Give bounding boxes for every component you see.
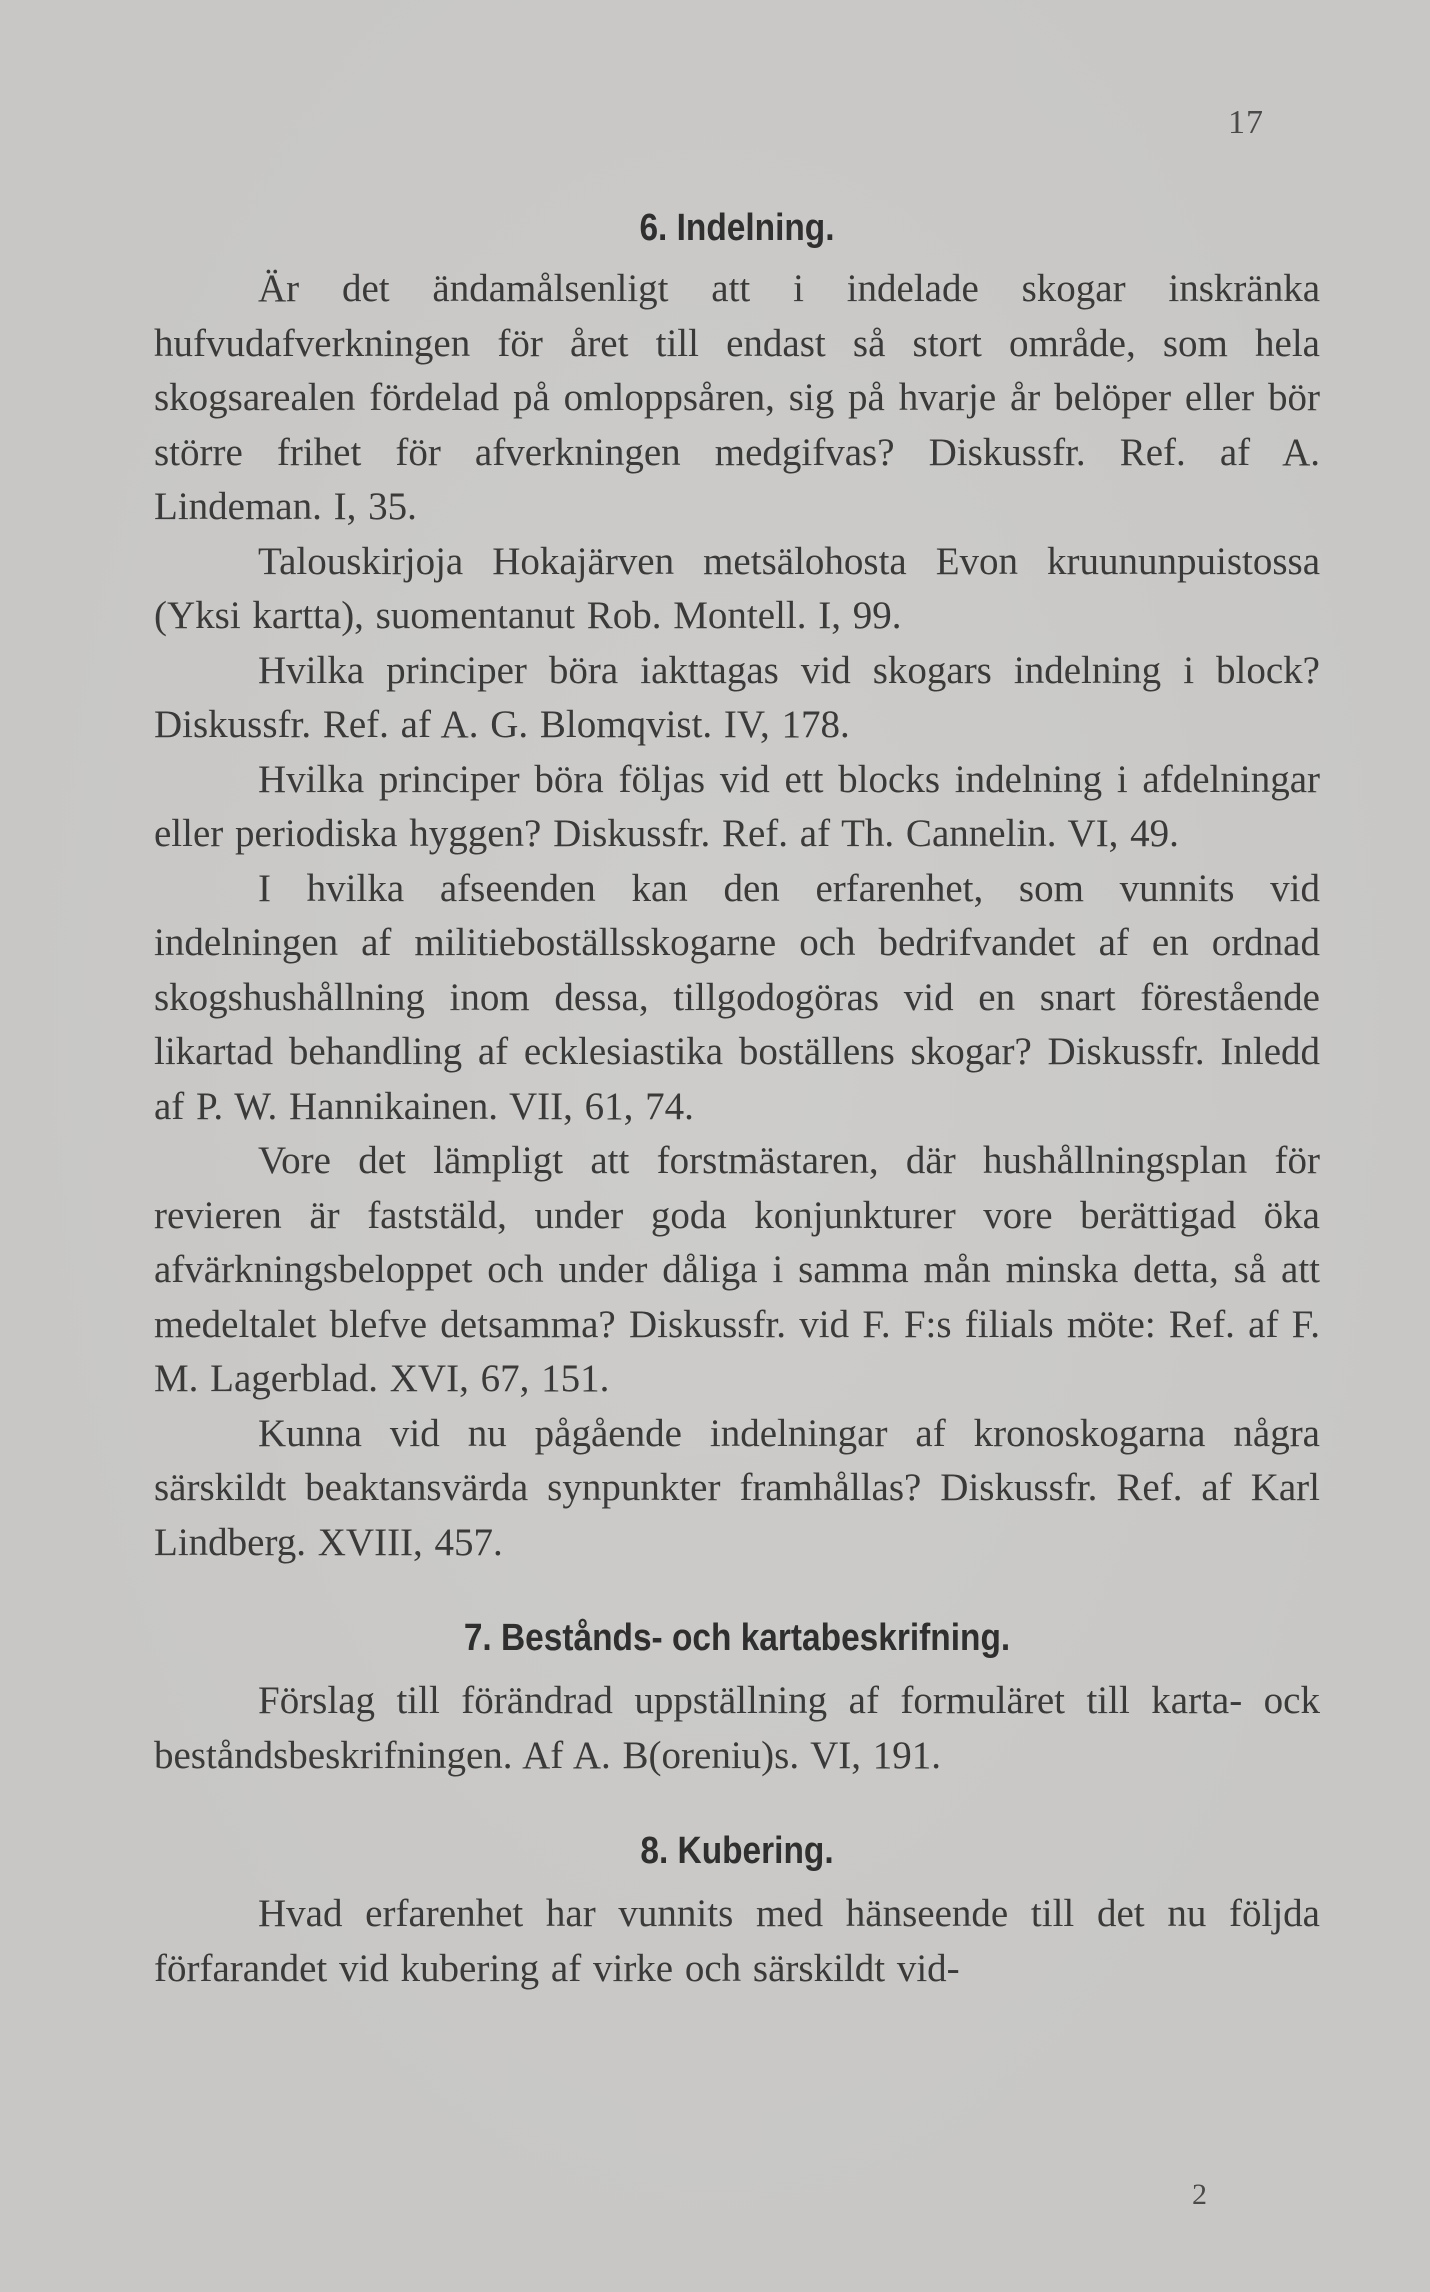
page-content [154,200,1320,1996]
paragraph: Hvad erfarenhet har vunnits med hänseende till det nu följda förfarandet vid kubering af virke och särskildt vid- [154,1892,1320,1990]
section-heading-bestands-och-kartabeskrifning: 7. Bestånds- och kartabeskrifning. [463,1617,1011,1659]
signature-mark: 2 [1192,2178,1207,2211]
page-number: 17 [1228,104,1264,141]
paragraph: I hvilka afseenden kan den erfarenhet, som vunnits vid indelningen af militieboställsskogarne och bedrifvandet af en ordnad skogshushållning inom dessa, tillgodogöras vid en snart förestående likartad behandling af ecklesiastika boställens skogar? Diskussfr. Inledd af P. W. Hannikainen. VII, 61, 74. [154,866,1320,1128]
paragraph: Kunna vid nu pågående indelningar af kronoskogarna några särskildt beaktansvärda synpunkter framhållas? Diskussfr. Ref. af Karl Lindberg. XVIII, 457. [154,1411,1320,1564]
section-heading-kubering: 8. Kubering. [640,1830,834,1872]
section-heading-indelning: 6. Indelning. [639,207,835,249]
paragraph: Vore det lämpligt att forstmästaren, där hushållningsplan för revieren är faststäld, under goda konjunkturer vore berättigad öka afvärkningsbeloppet och under dåliga i samma mån minska detta, så att medeltalet blefve detsamma? Diskussfr. vid F. F:s filials möte: Ref. af F. M. Lagerblad. XVI, 67, 151. [154,1139,1320,1400]
paragraph: Hvilka principer böra iakttagas vid skogars indelning i block? Diskussfr. Ref. af A. G. Blomqvist. IV, 178. [154,648,1320,746]
paragraph: Förslag till förändrad uppställning af formuläret till karta- ock beståndsbeskrifningen. Af A. B(oreniu)s. VI, 191. [154,1679,1320,1777]
paragraph: Är det ändamålsenligt att i indelade skogar inskränka hufvudafverkningen för året till endast så stort område, som hela skogsarealen fördelad på omloppsåren, sig på hvarje år belöper eller bör större frihet för afverkningen medgifvas? Diskussfr. Ref. af A. Lindeman. I, 35. [154,267,1320,528]
paragraph: Talouskirjoja Hokajärven metsälohosta Evon kruununpuistossa (Yksi kartta), suomentanut Rob. Montell. I, 99. [154,539,1320,637]
paragraph: Hvilka principer böra följas vid ett blocks indelning i afdelningar eller periodiska hyggen? Diskussfr. Ref. af Th. Cannelin. VI, 49. [154,757,1320,855]
